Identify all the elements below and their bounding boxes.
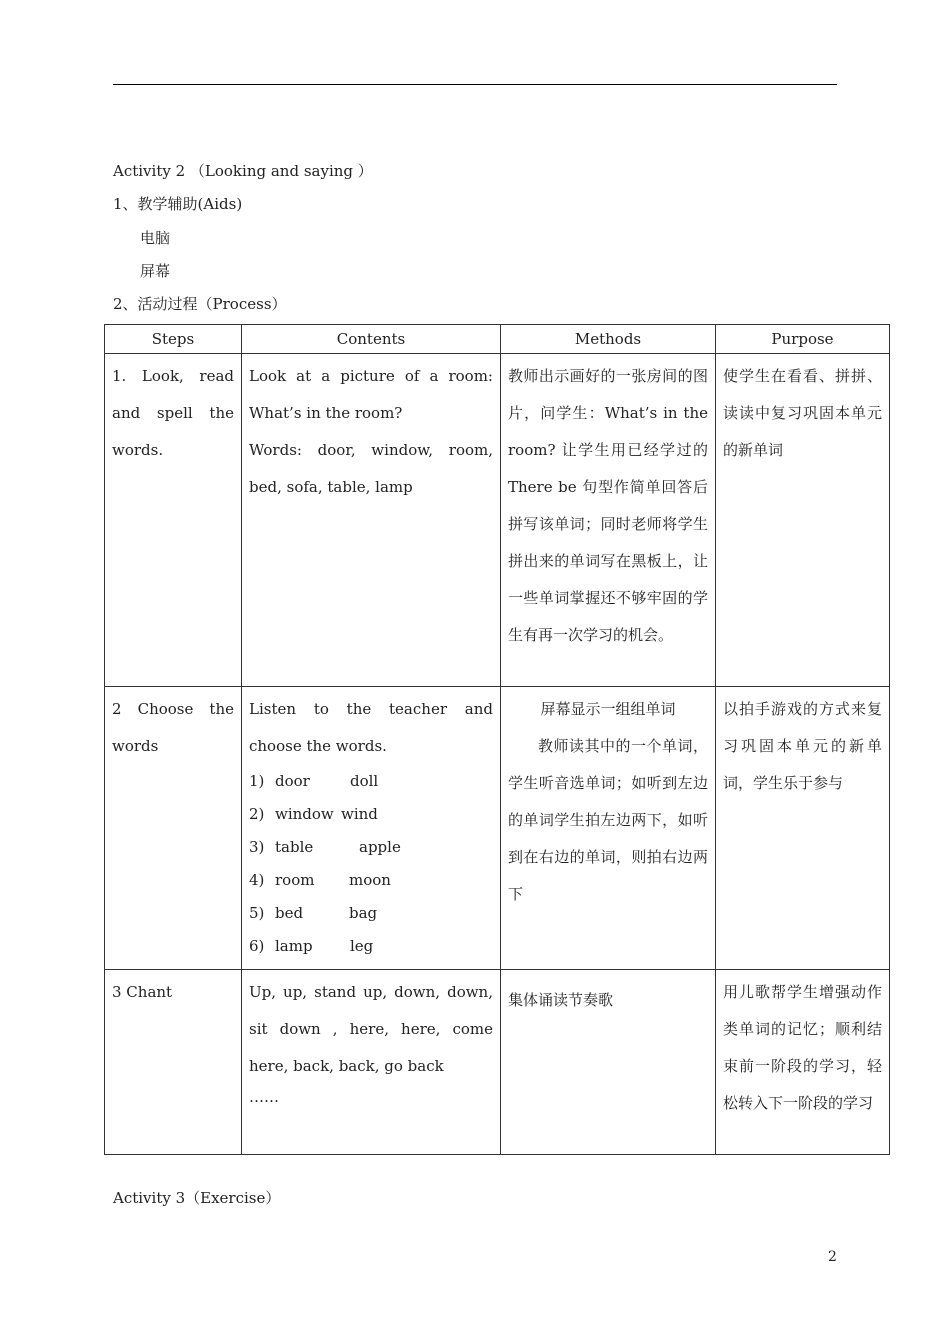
activity2-title: Activity 2 （Looking and saying ） [113, 162, 373, 180]
word-pair: 5) bed bag [249, 904, 378, 922]
methods-detail: 教师读其中的一个单词，学生听音选单词；如听到左边的单词学生拍左边两下，如听到在右边的单词，则拍右边两下 [508, 737, 708, 903]
methods-cell: 教师出示画好的一张房间的图片，问学生：What’s in the room? 让学生用已经学过的There be 句型作简单回答后拼写该单词；同时老师将学生拼出来的单词写在黑板上，让一些单词掌握还不够牢固的学生有再一次学习的机会。 [501, 354, 716, 687]
step-cell: 2 Choose the words [105, 687, 242, 970]
contents-intro: Listen to the teacher and choose the words. [249, 700, 493, 755]
table-header-row [105, 325, 890, 354]
step-cell: 3 Chant [105, 970, 242, 1155]
contents-cell [242, 687, 501, 970]
contents-cell [242, 354, 501, 687]
contents-question: Look at a picture of a room: What’s in the room? [249, 367, 493, 422]
purpose-cell: 使学生在看看、拼拼、读读中复习巩固本单元的新单词 [716, 354, 890, 687]
activity3-title: Activity 3（Exercise） [113, 1189, 281, 1207]
methods-screen-note: 屏幕显示一组组单词 [540, 700, 676, 718]
page-number: 2 [828, 1249, 837, 1265]
contents-words: Words: door, window, room, bed, sofa, table, lamp [249, 441, 493, 496]
header-rule [113, 84, 837, 85]
purpose-cell: 用儿歌帮学生增强动作类单词的记忆；顺利结束前一阶段的学习，轻松转入下一阶段的学习 [716, 970, 890, 1155]
table-row [105, 354, 890, 687]
contents-cell [242, 970, 501, 1155]
col-header-purpose: Purpose [716, 325, 890, 354]
word-pair: 4) room moon [249, 871, 391, 889]
methods-cell [501, 687, 716, 970]
aids-item-computer: 电脑 [140, 229, 171, 247]
table-row [105, 970, 890, 1155]
aids-item-screen: 屏幕 [140, 262, 171, 280]
col-header-methods: Methods [501, 325, 716, 354]
word-pair: 2) window wind [249, 805, 378, 823]
col-header-steps: Steps [105, 325, 242, 354]
word-pair: 1) door doll [249, 772, 379, 790]
process-table [104, 324, 890, 1155]
col-header-contents: Contents [242, 325, 501, 354]
word-pair: 6) lamp leg [249, 937, 374, 955]
chant-ellipsis: …… [249, 1088, 279, 1106]
methods-cell: 集体诵读节奏歌 [501, 970, 716, 1155]
word-pair: 3) table apple [249, 838, 401, 856]
table-row [105, 687, 890, 970]
purpose-cell: 以拍手游戏的方式来复习巩固本单元的新单词，学生乐于参与 [716, 687, 890, 970]
step-cell: 1. Look, read and spell the words. [105, 354, 242, 687]
word-pair-list [249, 765, 493, 963]
process-title: 2、活动过程（Process） [113, 295, 287, 313]
chant-text: Up, up, stand up, down, down, sit down , here, here, come here, back, back, go back [249, 983, 493, 1075]
aids-title: 1、教学辅助(Aids) [113, 195, 243, 213]
